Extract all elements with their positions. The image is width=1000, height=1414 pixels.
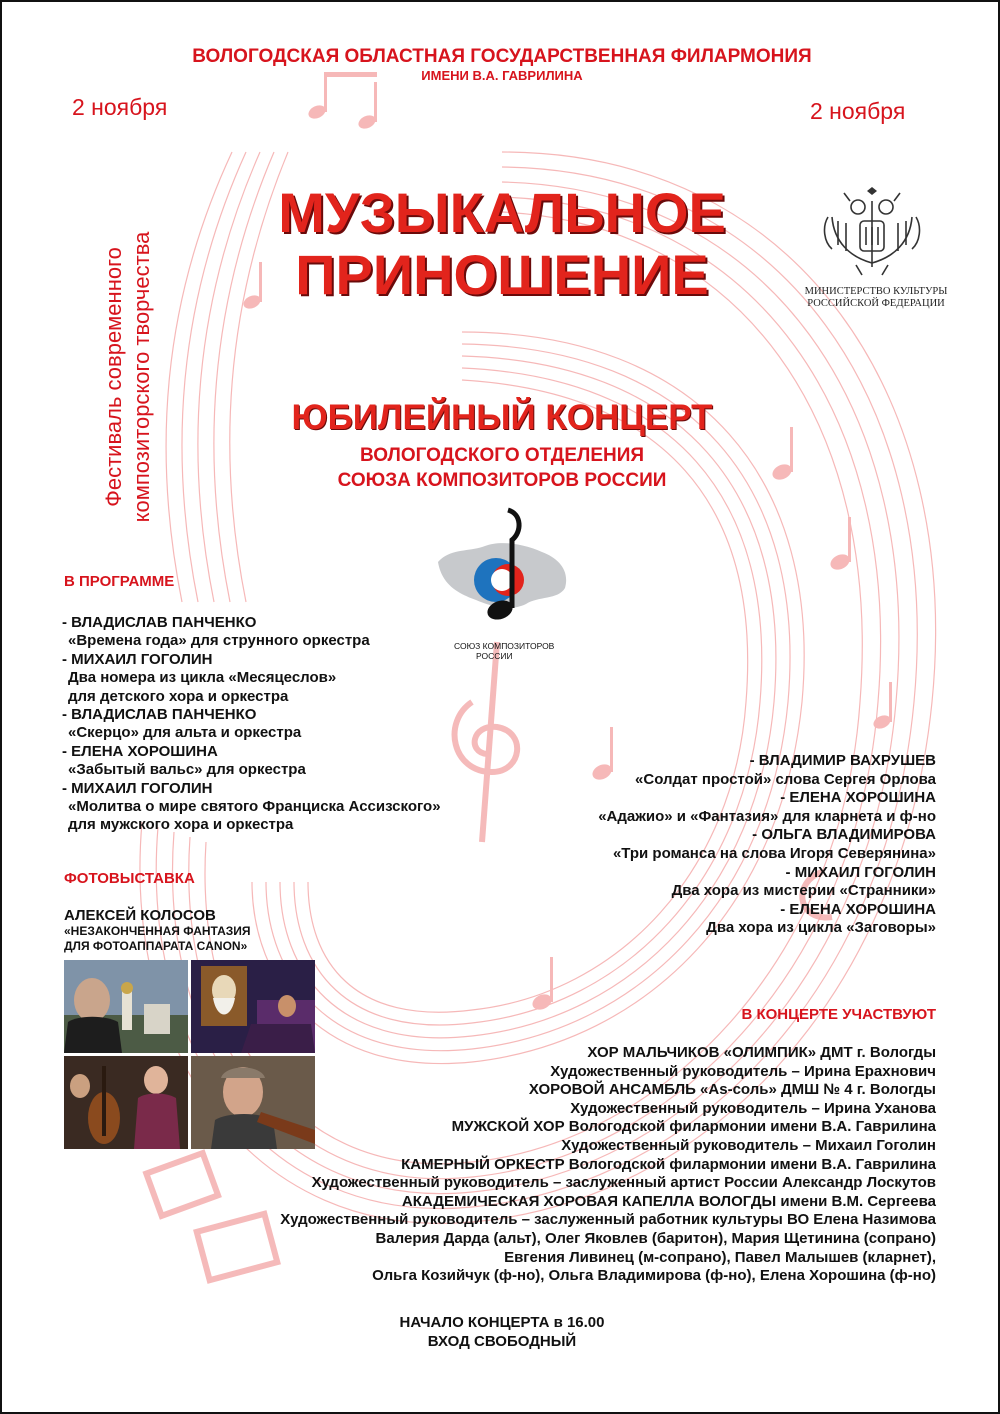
org-name: ВОЛОГОДСКАЯ ОБЛАСТНАЯ ГОСУДАРСТВЕННАЯ ФИЛАРМОНИЯ xyxy=(192,46,812,67)
program-line: «Солдат простой» слова Сергея Орлова xyxy=(635,770,936,788)
concert-sub2: СОЮЗА КОМПОЗИТОРОВ РОССИИ xyxy=(337,470,667,491)
program-line: Два номера из цикла «Месяцеслов» xyxy=(68,669,337,687)
date-right: 2 ноября xyxy=(810,98,906,124)
photo-author: АЛЕКСЕЙ КОЛОСОВ xyxy=(64,907,216,924)
photo-title xyxy=(64,924,251,954)
program-line: для детского хора и оркестра xyxy=(68,687,289,705)
concert-heading: ЮБИЛЕЙНЫЙ КОНЦЕРТ xyxy=(291,398,713,437)
title-line1: МУЗЫКАЛЬНОЕ xyxy=(278,181,726,244)
participant-line: Художественный руководитель – заслуженный артист России Александр Лоскутов xyxy=(311,1174,936,1192)
participant-line: МУЖСКОЙ ХОР Вологодской филармонии имени В.А. Гаврилина xyxy=(451,1118,936,1136)
concert-start: НАЧАЛО КОНЦЕРТА в 16.00 xyxy=(399,1314,605,1331)
program-line: «Три романса на слова Игоря Северянина» xyxy=(612,844,936,862)
participant-line: Художественный руководитель – заслуженный работник культуры ВО Елена Назимова xyxy=(280,1211,936,1229)
photo-title-line2: ДЛЯ ФОТОАППАРАТА CANON» xyxy=(64,939,248,953)
union-logo-line1: СОЮЗ КОМПОЗИТОРОВ xyxy=(454,641,555,651)
program-line: - ЕЛЕНА ХОРОШИНА xyxy=(780,789,936,807)
concert-sub1: ВОЛОГОДСКОГО ОТДЕЛЕНИЯ xyxy=(359,445,645,466)
photo-exhibit-heading: ФОТОВЫСТАВКА xyxy=(64,870,195,887)
participant-line: Евгения Ливинец (м-сопрано), Павел Малышев (кларнет), xyxy=(504,1248,936,1266)
org-name-sub: ИМЕНИ В.А. ГАВРИЛИНА xyxy=(421,68,583,83)
title-line2: ПРИНОШЕНИЕ xyxy=(295,243,709,306)
program-line: - ОЛЬГА ВЛАДИМИРОВА xyxy=(752,826,936,844)
participant-line: АКАДЕМИЧЕСКАЯ ХОРОВАЯ КАПЕЛЛА ВОЛОГДЫ имени В.М. Сергеева xyxy=(401,1192,936,1210)
program-line: «Забытый вальс» для оркестра xyxy=(68,761,306,779)
program-heading: В ПРОГРАММЕ xyxy=(64,573,175,590)
participant-line: Валерия Дарда (альт), Олег Яковлев (баритон), Мария Щетинина (сопрано) xyxy=(375,1229,936,1247)
free-entry: ВХОД СВОБОДНЫЙ xyxy=(427,1333,577,1350)
program-line: - ЕЛЕНА ХОРОШИНА xyxy=(780,900,936,918)
photo-thumbnail xyxy=(64,1056,188,1149)
double-headed-eagle-emblem xyxy=(772,187,972,279)
ministry-line2: РОССИЙСКОЙ ФЕДЕРАЦИИ xyxy=(807,298,945,309)
ministry-line1: МИНИСТЕРСТВО КУЛЬТУРЫ xyxy=(804,286,948,297)
photo-thumbnail xyxy=(64,960,188,1053)
photo-title-line1: «НЕЗАКОНЧЕННАЯ ФАНТАЗИЯ xyxy=(64,924,251,938)
participants-list xyxy=(176,1044,936,1286)
participant-line: ХОРОВОЙ АНСАМБЛЬ «As-соль» ДМШ № 4 г. Вологды xyxy=(528,1081,936,1099)
program-line: «Скерцо» для альта и оркестра xyxy=(68,724,302,742)
participant-line: Художественный руководитель – Михаил Гоголин xyxy=(561,1136,936,1154)
photo-thumbnail xyxy=(191,960,315,1053)
participant-line: КАМЕРНЫЙ ОРКЕСТР Вологодской филармонии имени В.А. Гаврилина xyxy=(401,1155,936,1173)
festival-line2: композиторского творчества xyxy=(129,231,154,523)
program-line: «Адажио» и «Фантазия» для кларнета и ф-но xyxy=(598,807,936,825)
participants-heading: В КОНЦЕРТЕ УЧАСТВУЮТ xyxy=(741,1006,936,1023)
program-line: - ВЛАДИМИР ВАХРУШЕВ xyxy=(749,752,936,769)
participant-line: Художественный руководитель – Ирина Уханова xyxy=(570,1099,936,1117)
program-line: для мужского хора и оркестра xyxy=(68,816,294,834)
program-line: - ВЛАДИСЛАВ ПАНЧЕНКО xyxy=(62,614,257,631)
participant-line: Ольга Козийчук (ф-но), Ольга Владимирова (ф-но), Елена Хорошина (ф-но) xyxy=(372,1267,936,1285)
program-line: - МИХАИЛ ГОГОЛИН xyxy=(62,650,213,668)
program-line: «Времена года» для струнного оркестра xyxy=(68,632,370,650)
program-line: - ЕЛЕНА ХОРОШИНА xyxy=(62,742,218,760)
ministry-logo xyxy=(772,187,972,310)
program-line: - ВЛАДИСЛАВ ПАНЧЕНКО xyxy=(62,706,257,724)
participant-line: ХОР МАЛЬЧИКОВ «ОЛИМПИК» ДМТ г. Вологды xyxy=(587,1044,936,1061)
program-line: Два хора из цикла «Заговоры» xyxy=(706,919,936,937)
program-line: - МИХАИЛ ГОГОЛИН xyxy=(785,863,936,881)
date-left: 2 ноября xyxy=(72,94,168,120)
program-line: «Молитва о мире святого Франциска Ассизского» xyxy=(68,798,441,816)
participant-line: Художественный руководитель – Ирина Ерахнович xyxy=(550,1062,936,1080)
program-right-list xyxy=(416,752,936,938)
union-logo-line2: РОССИИ xyxy=(476,651,513,661)
program-line: - МИХАИЛ ГОГОЛИН xyxy=(62,779,213,797)
festival-line1: Фестиваль современного xyxy=(101,247,126,507)
program-line: Два хора из мистерии «Странники» xyxy=(671,882,936,900)
